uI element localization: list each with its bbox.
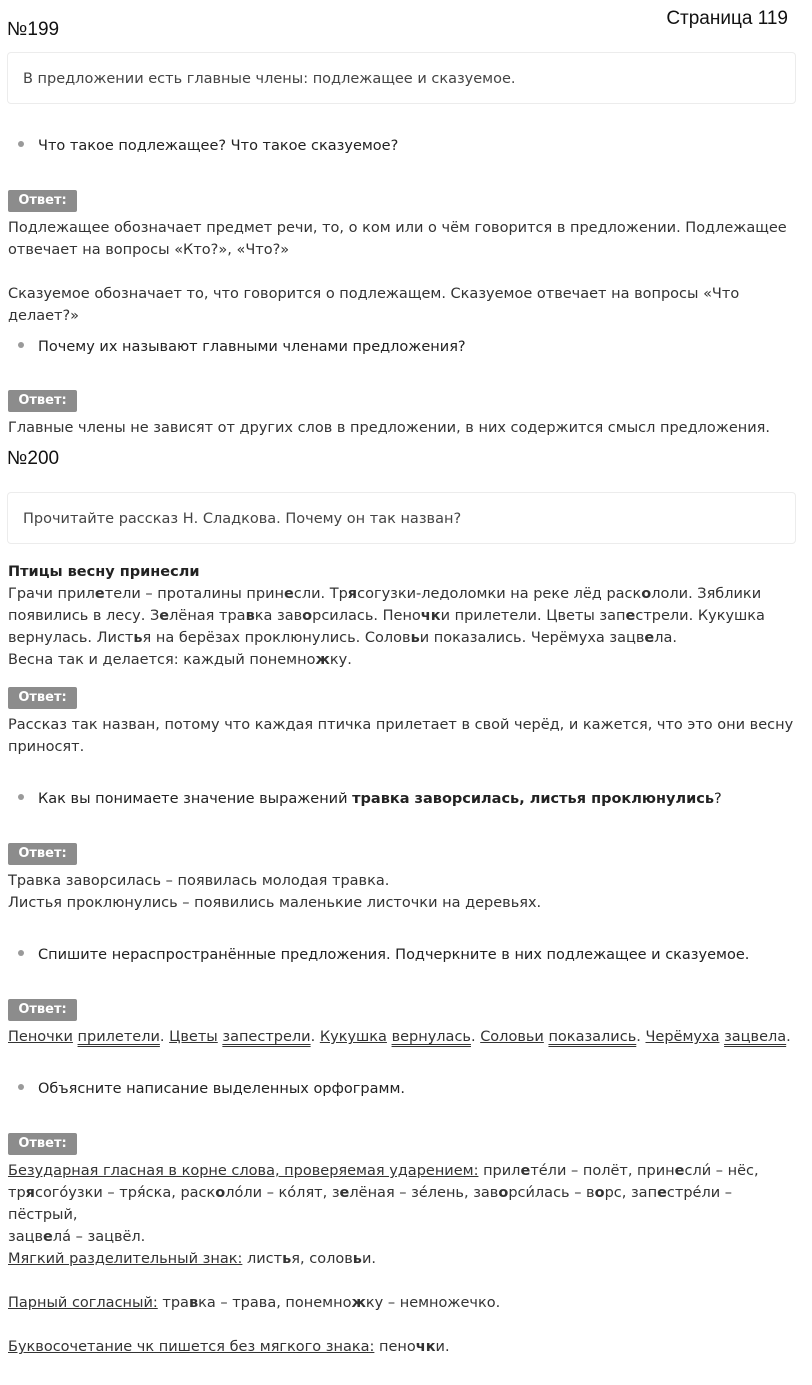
- predicate: вернулась: [391, 1029, 471, 1045]
- subject: Кукушка: [319, 1029, 387, 1045]
- answer-badge: Ответ:: [8, 999, 77, 1021]
- answer-badge: Ответ:: [8, 390, 77, 412]
- subject: Соловьи: [480, 1029, 544, 1045]
- rule-2: Мягкий разделительный знак: листья, соловьи.: [8, 1251, 376, 1267]
- predicate: прилетели: [77, 1029, 160, 1045]
- answer-badge: Ответ:: [8, 843, 77, 865]
- page-number: Страница 119: [666, 8, 788, 29]
- answer-line: Листья проклюнулись – появились маленькие листочки на деревьях.: [8, 895, 542, 911]
- answer-199-2: Главные члены не зависят от других слов в предложении, в них содержится смысл предложения.: [8, 420, 770, 436]
- story-title: Птицы весну принесли: [8, 564, 200, 580]
- story-text: [8, 583, 798, 671]
- rule-title: Безударная гласная в корне слова, проверяемая ударением:: [8, 1163, 479, 1179]
- answer-199-1-p2: Сказуемое обозначает то, что говорится о подлежащем. Сказуемое отвечает на вопросы «Что делает?»: [8, 286, 740, 324]
- question-200-2: Как вы понимаете значение выражений травка заворсилась, листья проклюнулись?: [18, 791, 722, 807]
- story-line: появились в лесу. Зелёная травка заворсилась. Пеночки прилетели. Цветы запестрели. Кукушка: [8, 608, 765, 624]
- rule-title: Мягкий разделительный знак:: [8, 1251, 243, 1267]
- exercise-199-task: В предложении есть главные члены: подлежащее и сказуемое.: [7, 52, 796, 104]
- answer-badge: Ответ:: [8, 190, 77, 212]
- subject: Пеночки: [8, 1029, 73, 1045]
- subject: Черёмуха: [645, 1029, 720, 1045]
- answer-badge: Ответ:: [8, 687, 77, 709]
- story-line: вернулась. Листья на берёзах проклюнулись. Соловьи показались. Черёмуха зацвела.: [8, 630, 678, 646]
- answer-200-3: Пеночки прилетели. Цветы запестрели. Кукушка вернулась. Соловьи показались. Черёмуха зацвела.: [8, 1029, 791, 1045]
- rule-title: Парный согласный:: [8, 1295, 158, 1311]
- answer-199-1-p1: Подлежащее обозначает предмет речи, то, о ком или о чём говорится в предложении. Подлежащее отвечает на вопросы «Кто?», «Что?»: [8, 220, 787, 258]
- question-199-2: Почему их называют главными членами предложения?: [18, 339, 466, 355]
- exercise-200-number: №200: [7, 448, 60, 469]
- rule-title: Буквосочетание чк пишется без мягкого знака:: [8, 1339, 375, 1355]
- story-line: Грачи прилетели – проталины принесли. Трясогузки-ледоломки на реке лёд раскололи. Зяблики: [8, 586, 762, 602]
- rule-3: Парный согласный: травка – трава, понемножку – немножечко.: [8, 1295, 501, 1311]
- answer-200-1: Рассказ так назван, потому что каждая птичка прилетает в свой черёд, и кажется, что это они весну приносят.: [8, 717, 794, 755]
- exercise-199-number: №199: [7, 19, 60, 40]
- rule-4: Буквосочетание чк пишется без мягкого знака: пеночки.: [8, 1339, 450, 1355]
- exercise-200-task: Прочитайте рассказ Н. Сладкова. Почему он так назван?: [7, 492, 796, 544]
- question-199-1: Что такое подлежащее? Что такое сказуемое?: [18, 138, 398, 154]
- answer-200-2: [8, 870, 798, 914]
- predicate: показались: [548, 1029, 637, 1045]
- subject: Цветы: [169, 1029, 218, 1045]
- answer-badge: Ответ:: [8, 1133, 77, 1155]
- story-line: Весна так и делается: каждый понемножку.: [8, 652, 352, 668]
- answer-line: Травка заворсилась – появилась молодая травка.: [8, 873, 390, 889]
- question-200-4: Объясните написание выделенных орфограмм.: [18, 1081, 405, 1097]
- predicate: зацвела: [724, 1029, 787, 1045]
- question-200-3: Спишите нераспространённые предложения. Подчеркните в них подлежащее и сказуемое.: [18, 947, 749, 963]
- rule-1: Безударная гласная в корне слова, проверяемая ударением: прилете́ли – полёт, принесли́ – нёс, трясого́узки – тря́ска, расколо́ли – ко́лят, зелёная – зе́лень, заворси́лась – ворс, запестре́ли – пёстрый, зацвела́ – зацвёл.: [8, 1163, 759, 1245]
- predicate: запестрели: [222, 1029, 311, 1045]
